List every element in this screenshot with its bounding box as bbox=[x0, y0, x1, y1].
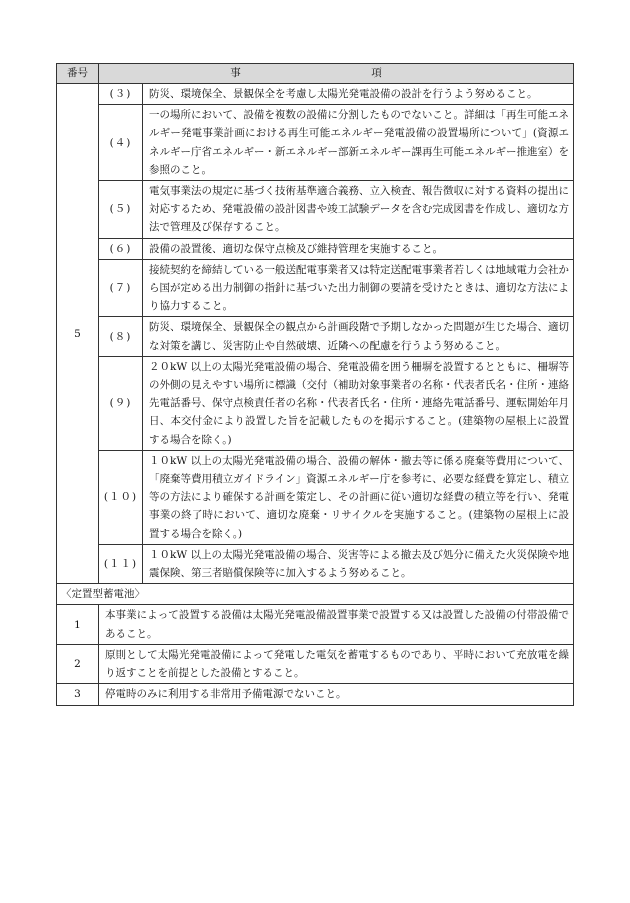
item-text: １０kW 以上の太陽光発電設備の場合、災害等による撤去及び処分に備えた火災保険や地震保険、第三者賠償保険等に加入するよう努めること。 bbox=[143, 544, 574, 583]
table-row bbox=[57, 105, 574, 181]
table-row bbox=[57, 684, 574, 705]
item-sub-number: (１０) bbox=[99, 450, 143, 544]
table-row bbox=[57, 605, 574, 644]
item-sub-number: (９) bbox=[99, 356, 143, 450]
item-number: 3 bbox=[57, 684, 99, 705]
table-row bbox=[57, 356, 574, 450]
item-text: 本事業によって設置する設備は太陽光発電設備設置事業で設置する又は設置した設備の付帯設備であること。 bbox=[99, 605, 574, 644]
table-row bbox=[57, 450, 574, 544]
item-sub-number: (５) bbox=[99, 181, 143, 239]
section-heading-row bbox=[57, 584, 574, 605]
item-number: 1 bbox=[57, 605, 99, 644]
table-row bbox=[57, 259, 574, 317]
table-row bbox=[57, 84, 574, 105]
header-number: 番号 bbox=[57, 64, 99, 84]
table-header-row bbox=[57, 64, 574, 84]
item-text: １０kW 以上の太陽光発電設備の場合、設備の解体・撤去等に係る廃棄等費用について、「廃棄等費用積立ガイドライン」資源エネルギー庁を参考に、必要な経費を算定し、積立等の方法により確保する計画を策定し、その計画に従い適切な経費の積立等を行い、発電事業の終了時において、適切な廃棄・リサイクルを実施すること。(建築物の屋根上に設置する場合を除く。) bbox=[143, 450, 574, 544]
item-text: 停電時のみに利用する非常用予備電源でないこと。 bbox=[99, 684, 574, 705]
item-sub-number: (３) bbox=[99, 84, 143, 105]
item-text: 接続契約を締結している一般送配電事業者又は特定送配電事業者若しくは地域電力会社から国が定める出力制御の指針に基づいた出力制御の要請を受けたときは、適切な方法により協力すること。 bbox=[143, 259, 574, 317]
item-text: ２０kW 以上の太陽光発電設備の場合、発電設備を囲う柵塀を設置するとともに、柵塀等の外側の見えやすい場所に標識（交付（補助対象事業者の名称・代表者氏名・住所・連絡先電話番号、保守点検責任者の名称・代表者氏名・住所・連絡先電話番号、運転開始年月日、本交付金により設置した旨を記載したものを掲示すること。(建築物の屋根上に設置する場合を除く。) bbox=[143, 356, 574, 450]
item-sub-number: (６) bbox=[99, 238, 143, 259]
item-text: 防災、環境保全、景観保全を考慮し太陽光発電設備の設計を行うよう努めること。 bbox=[143, 84, 574, 105]
requirements-table bbox=[56, 63, 574, 706]
group-number: 5 bbox=[57, 84, 99, 584]
section-heading: 〈定置型蓄電池〉 bbox=[57, 584, 574, 605]
table-row bbox=[57, 544, 574, 583]
item-sub-number: (７) bbox=[99, 259, 143, 317]
header-matter: 事 項 bbox=[99, 64, 574, 84]
table-row bbox=[57, 238, 574, 259]
item-sub-number: (４) bbox=[99, 105, 143, 181]
item-text: 原則として太陽光発電設備によって発電した電気を蓄電するものであり、平時において充放電を繰り返すことを前提とした設備とすること。 bbox=[99, 644, 574, 683]
item-text: 防災、環境保全、景観保全の観点から計画段階で予期しなかった問題が生じた場合、適切な対策を講じ、災害防止や自然破壊、近隣への配慮を行うよう努めること。 bbox=[143, 317, 574, 356]
table-row bbox=[57, 644, 574, 683]
item-text: 一の場所において、設備を複数の設備に分割したものでないこと。詳細は「再生可能エネルギー発電事業計画における再生可能エネルギー発電設備の設置場所について」(資源エネルギー庁省エネルギー・新エネルギー部新エネルギー課再生可能エネルギー推進室）を参照のこと。 bbox=[143, 105, 574, 181]
table-row bbox=[57, 181, 574, 239]
item-text: 電気事業法の規定に基づく技術基準適合義務、立入検査、報告徴収に対する資料の提出に対応するため、発電設備の設計図書や竣工試験データを含む完成図書を作成し、適切な方法で管理及び保存すること。 bbox=[143, 181, 574, 239]
item-text: 設備の設置後、適切な保守点検及び維持管理を実施すること。 bbox=[143, 238, 574, 259]
item-sub-number: (１１) bbox=[99, 544, 143, 583]
item-number: 2 bbox=[57, 644, 99, 683]
item-sub-number: (８) bbox=[99, 317, 143, 356]
table-row bbox=[57, 317, 574, 356]
requirements-table-page bbox=[56, 63, 574, 706]
